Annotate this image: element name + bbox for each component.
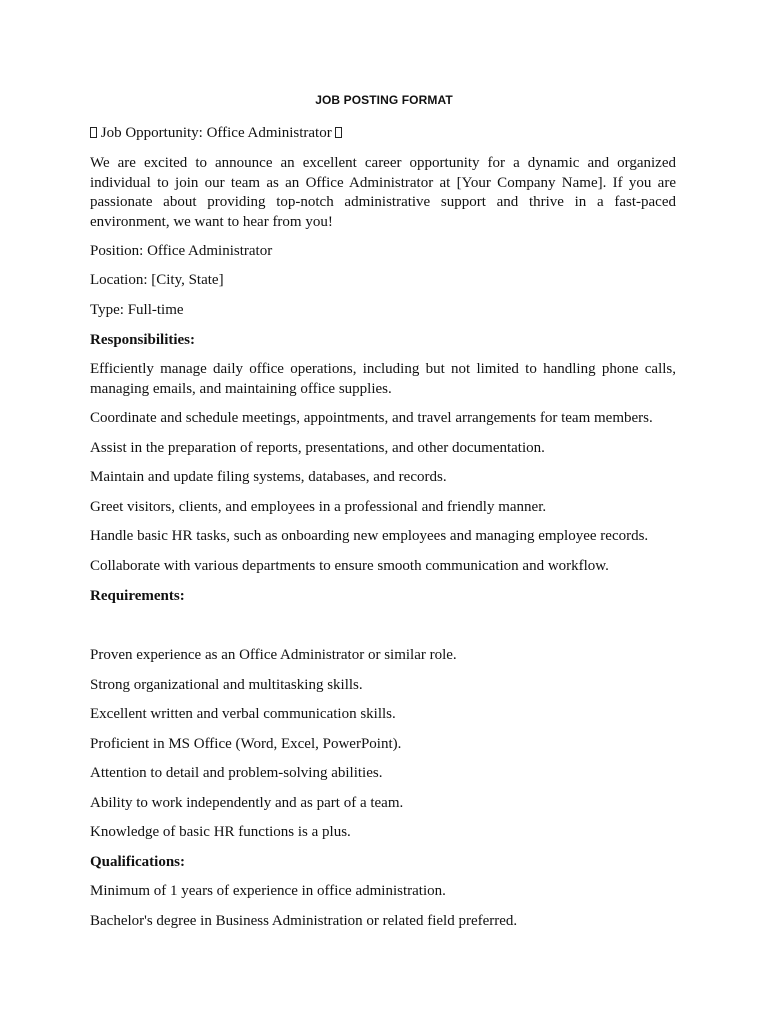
requirement-item: Attention to detail and problem-solving abilities.	[90, 765, 383, 781]
responsibility-item: Coordinate and schedule meetings, appointments, and travel arrangements for team members.	[90, 410, 653, 426]
requirement-item: Ability to work independently and as part of a team.	[90, 795, 404, 811]
responsibility-item: Maintain and update filing systems, databases, and records.	[90, 469, 447, 485]
opportunity-heading	[90, 124, 342, 144]
position-line: Position: Office Administrator	[90, 243, 273, 259]
qualification-item: Minimum of 1 years of experience in office administration.	[90, 883, 446, 899]
responsibilities-heading: Responsibilities:	[90, 332, 196, 348]
responsibility-item: Efficiently manage daily office operations, including but not limited to handling phone calls, managing emails, and maintaining office supplies.	[90, 361, 676, 397]
requirement-item: Strong organizational and multitasking skills.	[90, 677, 363, 693]
requirement-item: Proficient in MS Office (Word, Excel, PowerPoint).	[90, 736, 402, 752]
opportunity-heading-text: Job Opportunity: Office Administrator	[100, 125, 332, 141]
missing-glyph-icon	[90, 127, 97, 138]
responsibility-item: Greet visitors, clients, and employees in a professional and friendly manner.	[90, 499, 547, 515]
location-line: Location: [City, State]	[90, 272, 224, 288]
responsibility-item: Collaborate with various departments to ensure smooth communication and workflow.	[90, 558, 609, 574]
missing-glyph-icon	[335, 127, 342, 138]
requirement-item: Proven experience as an Office Administrator or similar role.	[90, 647, 457, 663]
requirement-item: Excellent written and verbal communication skills.	[90, 706, 396, 722]
document-title: JOB POSTING FORMAT	[315, 93, 453, 107]
requirements-heading: Requirements:	[90, 588, 185, 604]
responsibility-item: Handle basic HR tasks, such as onboarding new employees and managing employee records.	[90, 528, 649, 544]
responsibility-item: Assist in the preparation of reports, presentations, and other documentation.	[90, 440, 545, 456]
intro-paragraph: We are excited to announce an excellent career opportunity for a dynamic and organized individual to join our team as an Office Administrator at [Your Company Name]. If you are passionate about providing top-notch administrative support and thrive in a fast-paced environment, we want to hear from you!	[90, 155, 676, 230]
type-line: Type: Full-time	[90, 302, 184, 318]
qualifications-heading: Qualifications:	[90, 854, 186, 870]
qualification-item: Bachelor's degree in Business Administration or related field preferred.	[90, 913, 518, 929]
requirement-item: Knowledge of basic HR functions is a plus.	[90, 824, 351, 840]
